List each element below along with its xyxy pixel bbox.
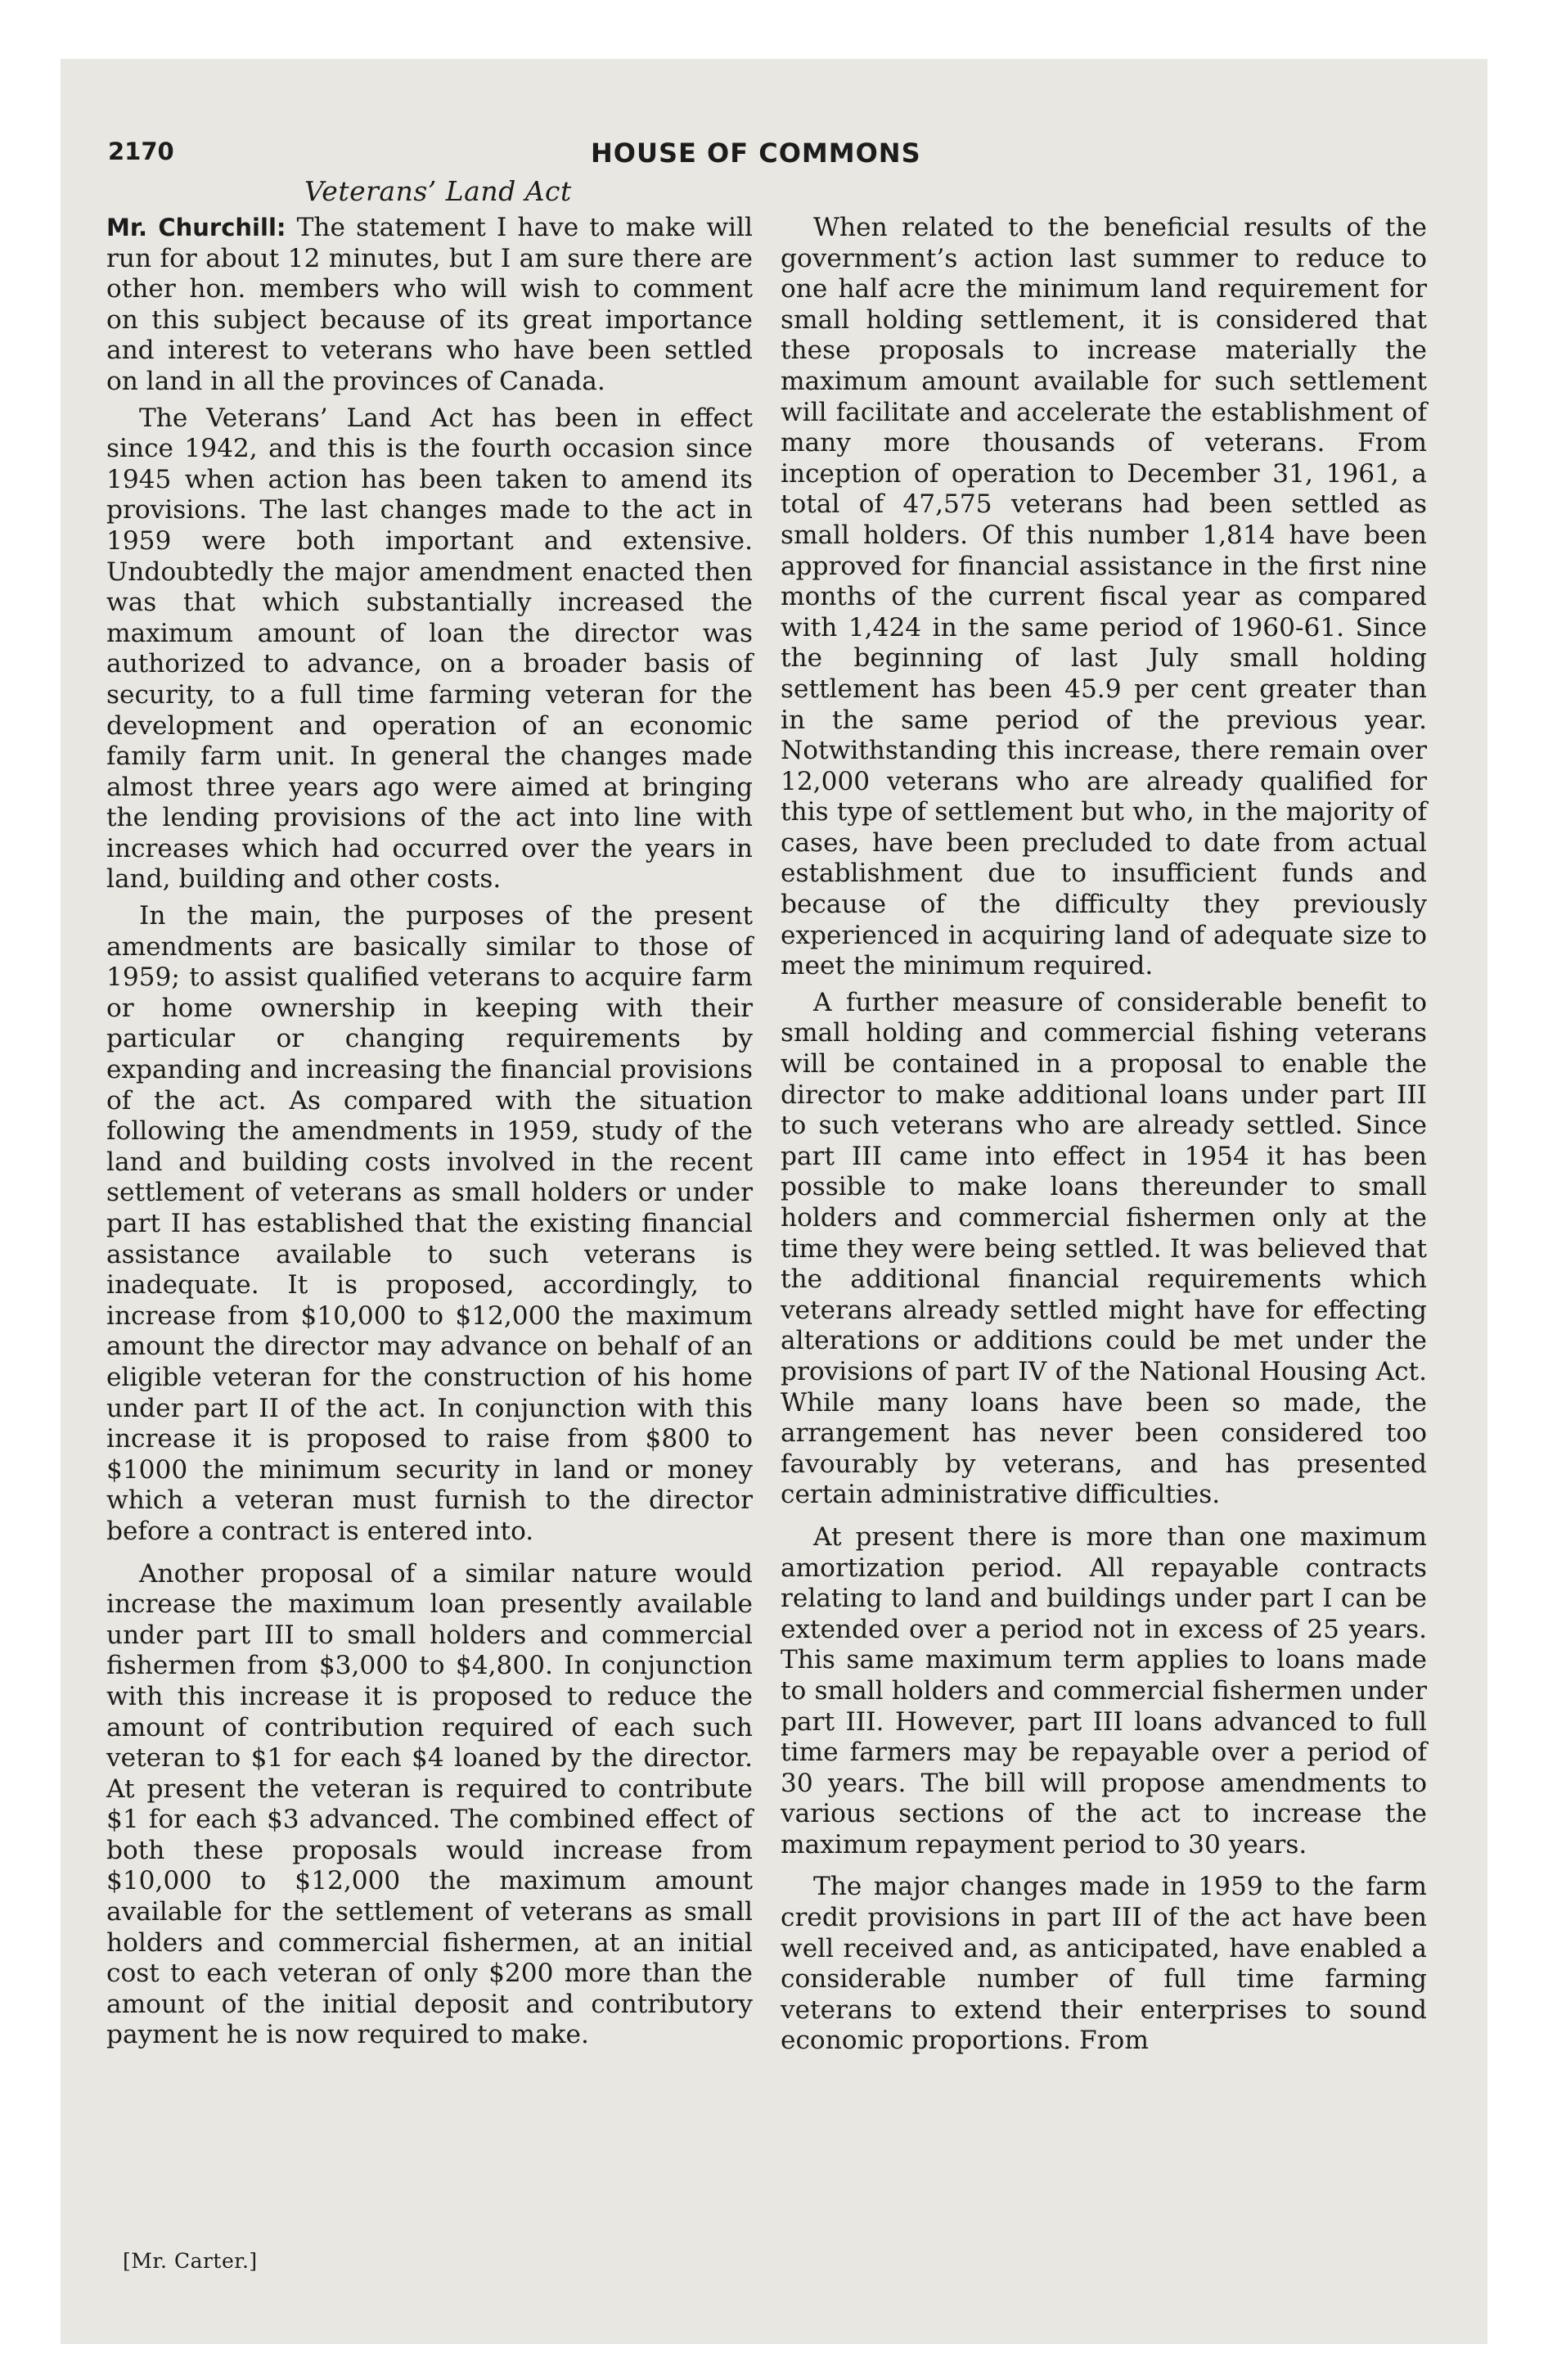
- page-header: [108, 137, 1433, 175]
- page-number: 2170: [108, 137, 174, 165]
- right-column: [781, 213, 1427, 2057]
- paragraph: The major changes made in 1959 to the farm credit provisions in part III of the act have been well received and, as anticipated, have enabled a considerable number of full time farming veterans to extend their enterprises to sound economic proportions. From: [781, 1872, 1427, 2056]
- subject-heading: Veterans’ Land Act: [304, 175, 572, 207]
- left-column: [106, 213, 753, 2051]
- paragraph: In the main, the purposes of the present amendments are basically similar to those of 1959; to assist qualified veterans to acquire farm or home ownership in keeping with their particular or changing requirements by expanding and increasing the financial provisions of the act. As compared with the situation following the amendments in 1959, study of the land and building costs involved in the recent settlement of veterans as small holders or under part II has established that the existing financial assistance available to such veterans is inadequate. It is proposed, accordingly, to increase from $10,000 to $12,000 the maximum amount the director may advance on behalf of an eligible veteran for the construction of his home under part II of the act. In conjunction with this increase it is proposed to raise from $800 to $1000 the minimum security in land or money which a veteran must furnish to the director before a contract is entered into.: [106, 901, 753, 1546]
- running-head: HOUSE OF COMMONS: [591, 137, 921, 169]
- speaker-name: Mr. Churchill:: [106, 214, 286, 241]
- paragraph: A further measure of considerable benefit to small holding and commercial fishing veterans will be contained in a proposal to enable the director to make additional loans under part III to such veterans who are already settled. Since part III came into effect in 1954 it has been possible to make loans thereunder to small holders and commercial fishermen only at the time they were being settled. It was believed that the additional financial requirements which veterans already settled might have for effecting alterations or additions could be met under the provisions of part IV of the National Housing Act. While many loans have been so made, the arrangement has never been considered too favourably by veterans, and has presented certain administrative difficulties.: [781, 987, 1427, 1510]
- paragraph: The Veterans’ Land Act has been in effect since 1942, and this is the fourth occasion since 1945 when action has been taken to amend its provisions. The last changes made to the act in 1959 were both important and extensive. Undoubtedly the major amendment enacted then was that which substantially increased the maximum amount of loan the director was authorized to advance, on a broader basis of security, to a full time farming veteran for the development and operation of an economic family farm unit. In general the changes made almost three years ago were aimed at bringing the lending provisions of the act into line with increases which had occurred over the years in land, building and other costs.: [106, 403, 753, 895]
- paragraph: At present there is more than one maximum amortization period. All repayable contracts relating to land and buildings under part I can be extended over a period not in excess of 25 years. This same maximum term applies to loans made to small holders and commercial fishermen under part III. However, part III loans advanced to full time farmers may be repayable over a period of 30 years. The bill will propose amendments to various sections of the act to increase the maximum repayment period to 30 years.: [781, 1521, 1427, 1859]
- paragraph: Another proposal of a similar nature would increase the maximum loan presently available under part III to small holders and commercial fishermen from $3,000 to $4,800. In conjunction with this increase it is proposed to reduce the amount of contribution required of each such veteran to $1 for each $4 loaned by the director. At present the veteran is required to contribute $1 for each $3 advanced. The combined effect of both these proposals would increase from $10,000 to $12,000 the maximum amount available for the settlement of veterans as small holders and commercial fishermen, at an initial cost to each veteran of only $200 more than the amount of the initial deposit and contributory payment he is now required to make.: [106, 1558, 753, 2050]
- paragraph: When related to the beneficial results of the government’s action last summer to reduce to one half acre the minimum land requirement for small holding settlement, it is considered that these proposals to increase materially the maximum amount available for such settlement will facilitate and accelerate the establishment of many more thousands of veterans. From inception of operation to December 31, 1961, a total of 47,575 veterans had been settled as small holders. Of this number 1,814 have been approved for financial assistance in the first nine months of the current fiscal year as compared with 1,424 in the same period of 1960-61. Since the beginning of last July small holding settlement has been 45.9 per cent greater than in the same period of the previous year. Notwithstanding this increase, there remain over 12,000 veterans who are already qualified for this type of settlement but who, in the majority of cases, have been precluded to date from actual establishment due to insufficient funds and because of the difficulty they previously experienced in acquiring land of adequate size to meet the minimum required.: [781, 213, 1427, 981]
- speaker-attribution: [Mr. Carter.]: [123, 2249, 258, 2273]
- paragraph: [106, 213, 753, 398]
- paragraph-text: The statement I have to make will run for about 12 minutes, but I am sure there are other hon. members who will wish to comment on this subject because of its great importance and interest to veterans who have been settled on land in all the provinces of Canada.: [106, 213, 753, 396]
